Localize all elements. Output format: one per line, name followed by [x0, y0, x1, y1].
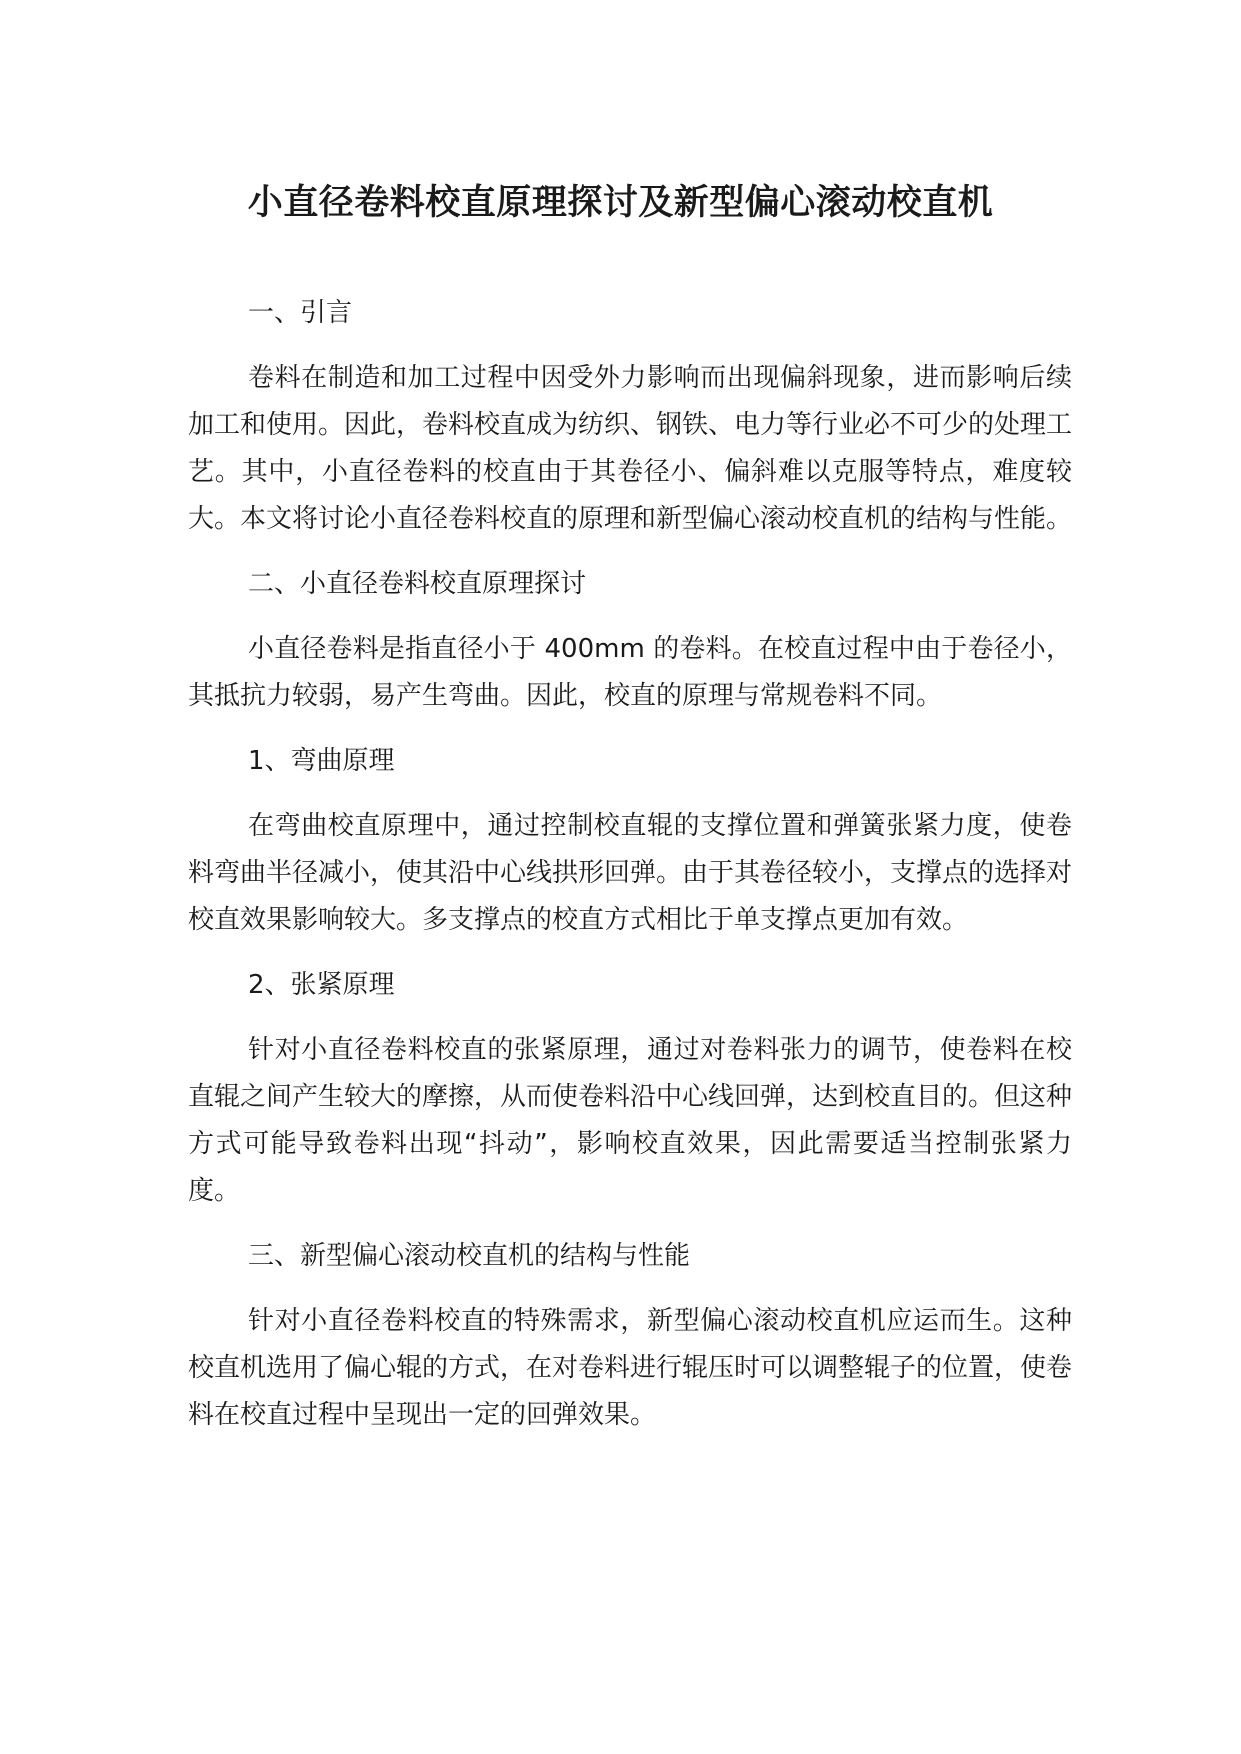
section-heading-introduction: 一、引言	[248, 298, 353, 328]
spacer	[188, 944, 1072, 962]
spacer	[188, 1215, 1072, 1233]
section-heading-machine: 三、新型偏心滚动校直机的结构与性能	[248, 1241, 691, 1271]
document-body	[188, 290, 1072, 1439]
section-heading-bending: 1、弯曲原理	[248, 746, 395, 776]
spacer	[188, 543, 1072, 561]
section-paragraph-tension: 针对小直径卷料校直的张紧原理，通过对卷料张力的调节，使卷料在校直辊之间产生较大的摩擦，从而使卷料沿中心线回弹，达到校直目的。但这种方式可能导致卷料出现“抖动”，影响校直效果，因此需要适当控制张紧力度。	[188, 1035, 1073, 1206]
section-heading-tension: 2、张紧原理	[248, 970, 395, 1000]
document-title: 小直径卷料校直原理探讨及新型偏心滚动校直机	[247, 183, 994, 223]
section-paragraph-principle: 小直径卷料是指直径小于 400mm 的卷料。在校直过程中由于卷径小，其抵抗力较弱，易产生弯曲。因此，校直的原理与常规卷料不同。	[188, 634, 1072, 711]
section-heading-principle: 二、小直径卷料校直原理探讨	[248, 569, 587, 599]
section-paragraph-machine: 针对小直径卷料校直的特殊需求，新型偏心滚动校直机应运而生。这种校直机选用了偏心辊的方式，在对卷料进行辊压时可以调整辊子的位置，使卷料在校直过程中呈现出一定的回弹效果。	[188, 1306, 1073, 1430]
spacer	[188, 1009, 1072, 1027]
spacer	[188, 785, 1072, 803]
section-paragraph-introduction: 卷料在制造和加工过程中因受外力影响而出现偏斜现象，进而影响后续加工和使用。因此，卷料校直成为纺织、钢铁、电力等行业必不可少的处理工艺。其中，小直径卷料的校直由于其卷径小、偏斜难以克服等特点，难度较大。本文将讨论小直径卷料校直的原理和新型偏心滚动校直机的结构与性能。	[188, 363, 1073, 534]
spacer	[188, 337, 1072, 355]
spacer	[188, 720, 1072, 738]
spacer	[188, 608, 1072, 626]
section-paragraph-bending: 在弯曲校直原理中，通过控制校直辊的支撑位置和弹簧张紧力度，使卷料弯曲半径减小，使其沿中心线拱形回弹。由于其卷径较小，支撑点的选择对校直效果影响较大。多支撑点的校直方式相比于单支撑点更加有效。	[188, 811, 1073, 935]
spacer	[188, 1280, 1072, 1298]
